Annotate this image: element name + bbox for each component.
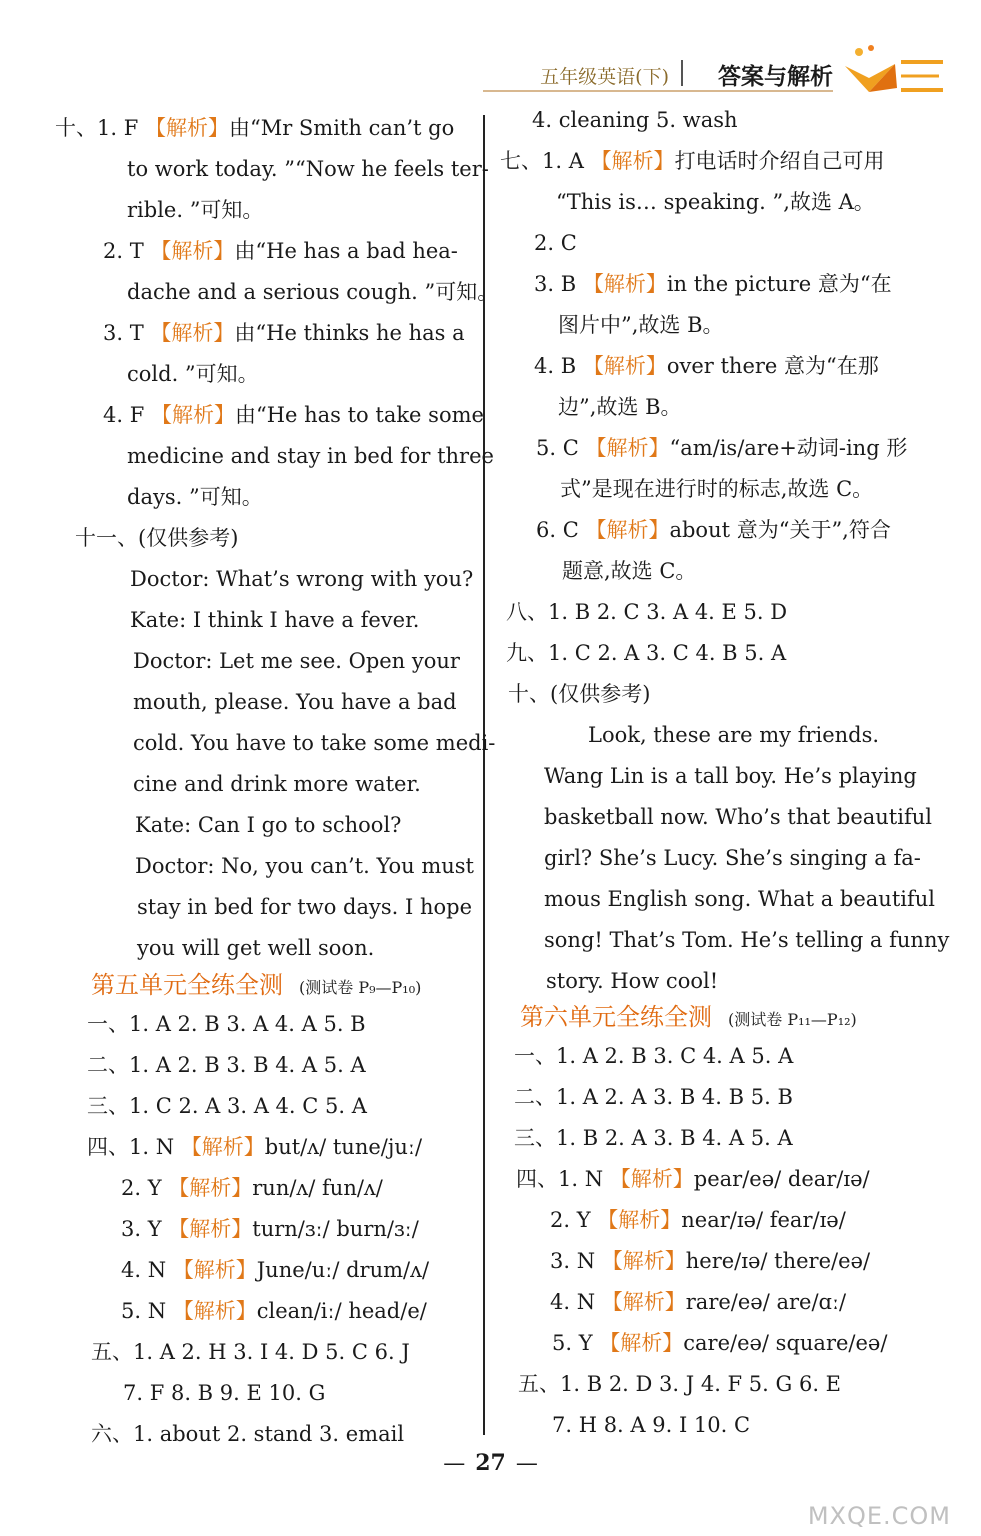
answer-line	[534, 351, 879, 381]
answer-text: 5. N	[121, 1299, 173, 1323]
analysis-text: pear/eə/ dear/ɪə/	[693, 1167, 870, 1191]
analysis-tag: 【解析】	[168, 1217, 253, 1241]
answer-text: story. How cool!	[546, 969, 719, 993]
answer-text: cold. You have to take some medi-	[133, 731, 496, 755]
analysis-text: “am/is/are+动词-ing 形	[669, 436, 908, 460]
answer-text: cold. ”可知。	[127, 362, 259, 386]
answer-line	[552, 1328, 887, 1358]
answer-line	[135, 810, 401, 840]
answer-line	[550, 1246, 870, 1276]
header-separator	[681, 60, 683, 86]
answer-text: 题意,故选 C。	[562, 559, 697, 583]
analysis-tag: 【解析】	[585, 436, 670, 460]
answer-text: 3. N	[550, 1249, 602, 1273]
answer-text: mouth, please. You have a bad	[133, 690, 457, 714]
analysis-tag: 【解析】	[597, 1208, 682, 1232]
answer-line	[121, 1214, 419, 1244]
watermark	[771, 1466, 971, 1532]
answer-text: 4. F	[103, 403, 151, 427]
answer-line	[534, 269, 892, 299]
page-number-value: 27	[475, 1450, 506, 1476]
answer-line	[127, 359, 259, 389]
answer-text: cine and drink more water.	[133, 772, 421, 796]
analysis-text: but/ʌ/ tune/juː/	[264, 1135, 423, 1159]
answer-text: 五、1. B 2. D 3. J 4. F 5. G 6. E	[518, 1372, 842, 1396]
answer-text: 一、1. A 2. B 3. C 4. A 5. A	[514, 1044, 794, 1068]
answer-text: 4. cleaning 5. wash	[532, 108, 738, 132]
answer-text: 5. C	[536, 436, 586, 460]
answer-line	[514, 1041, 793, 1071]
answer-line	[552, 1410, 750, 1440]
answer-text: 十、1. F	[55, 116, 145, 140]
answer-text: Kate: I think I have a fever.	[130, 608, 420, 632]
answer-text: stay in bed for two days. I hope	[137, 895, 473, 919]
answer-text: 三、1. B 2. A 3. B 4. A 5. A	[514, 1126, 793, 1150]
analysis-tag: 【解析】	[168, 1176, 253, 1200]
page-number: — 27 —	[443, 1450, 538, 1476]
answer-line	[133, 769, 421, 799]
answer-line	[103, 400, 484, 430]
analysis-text: 打电话时介绍自己可用	[674, 149, 885, 173]
answer-line	[127, 195, 263, 225]
answer-line	[518, 1369, 841, 1399]
answer-line	[506, 638, 786, 668]
analysis-text: June/uː/ drum/ʌ/	[256, 1258, 430, 1282]
unit-section-title	[91, 965, 421, 1000]
analysis-text: clean/iː/ head/e/	[256, 1299, 427, 1323]
answer-line	[91, 1337, 410, 1367]
analysis-tag: 【解析】	[585, 518, 670, 542]
answer-text: days. ”可知。	[127, 485, 263, 509]
column-divider	[483, 115, 485, 1435]
answer-line	[121, 1296, 427, 1326]
answer-text: Wang Lin is a tall boy. He’s playing	[544, 764, 917, 788]
answer-text: Kate: Can I go to school?	[135, 813, 402, 837]
analysis-text: 由“He has a bad hea-	[234, 239, 458, 263]
analysis-text: 由“He thinks he has a	[234, 321, 465, 345]
answer-text: rible. ”可知。	[127, 198, 264, 222]
unit-section-title	[520, 997, 857, 1032]
answer-text: 5. Y	[552, 1331, 600, 1355]
answer-text: “This is… speaking. ”,故选 A。	[556, 190, 875, 214]
analysis-tag: 【解析】	[172, 1299, 257, 1323]
section-ref: (测试卷 P₉—P₁₀)	[299, 978, 422, 997]
analysis-text: care/eə/ square/eə/	[683, 1331, 888, 1355]
answer-line	[91, 1419, 404, 1449]
watermark-text: MXQE.COM	[807, 1502, 951, 1530]
analysis-tag: 【解析】	[582, 272, 667, 296]
answer-line	[550, 1287, 846, 1317]
answer-text: 2. C	[534, 231, 577, 255]
answer-line	[508, 679, 650, 709]
answer-text: 3. B	[534, 272, 583, 296]
analysis-tag: 【解析】	[172, 1258, 257, 1282]
analysis-text: near/ɪə/ fear/ɪə/	[681, 1208, 846, 1232]
answer-text: 七、1. A	[500, 149, 591, 173]
answer-line	[135, 851, 474, 881]
analysis-text: rare/eə/ are/ɑː/	[685, 1290, 847, 1314]
answer-text: 式”是现在进行时的标志,故选 C。	[560, 477, 874, 501]
analysis-text: 由“Mr Smith can’t go	[228, 116, 455, 140]
answer-text: 五、1. A 2. H 3. I 4. D 5. C 6. J	[91, 1340, 410, 1364]
answer-text: Look, these are my friends.	[588, 723, 880, 747]
answer-line	[75, 523, 238, 553]
answer-line	[55, 113, 454, 143]
answer-line	[544, 761, 917, 791]
answer-text: 边”,故选 B。	[558, 395, 682, 419]
answer-line	[130, 605, 419, 635]
answer-text: to work today. ”“Now he feels ter-	[127, 157, 489, 181]
answer-line	[87, 1091, 367, 1121]
answer-text: 7. F 8. B 9. E 10. G	[123, 1381, 326, 1405]
answer-line	[536, 515, 891, 545]
analysis-tag: 【解析】	[144, 116, 229, 140]
analysis-text: in the picture 意为“在	[666, 272, 892, 296]
answer-line	[123, 1378, 325, 1408]
header-rule	[483, 90, 833, 92]
answer-line	[137, 933, 374, 963]
answer-line	[536, 433, 907, 463]
answer-line	[127, 482, 263, 512]
page-header	[481, 50, 951, 100]
answer-line	[127, 277, 498, 307]
answer-line	[87, 1132, 422, 1162]
answer-text: 一、1. A 2. B 3. A 4. A 5. B	[87, 1012, 366, 1036]
answer-text: 6. C	[536, 518, 586, 542]
answer-text: you will get well soon.	[137, 936, 375, 960]
answer-text: basketball now. Who’s that beautiful	[544, 805, 932, 829]
answer-text: girl? She’s Lucy. She’s singing a fa-	[544, 846, 921, 870]
answer-line	[130, 564, 473, 594]
analysis-text: about 意为“关于”,符合	[669, 518, 891, 542]
answer-line	[121, 1255, 429, 1285]
section-title-text: 第五单元全练全测	[91, 971, 283, 999]
answer-line	[544, 843, 921, 873]
analysis-tag: 【解析】	[150, 403, 235, 427]
answer-line	[127, 154, 489, 184]
answer-line	[87, 1050, 366, 1080]
answer-line	[544, 802, 932, 832]
answer-text: 十一、(仅供参考)	[75, 526, 239, 550]
analysis-text: run/ʌ/ fun/ʌ/	[252, 1176, 383, 1200]
answer-line	[133, 646, 460, 676]
section-ref: (测试卷 P₁₁—P₁₂)	[728, 1010, 857, 1029]
answer-line	[500, 146, 885, 176]
section-title-text: 第六单元全练全测	[520, 1003, 712, 1031]
book-logo-icon	[839, 44, 951, 100]
answer-text: 4. N	[550, 1290, 602, 1314]
analysis-tag: 【解析】	[180, 1135, 265, 1159]
analysis-text: over there 意为“在那	[666, 354, 879, 378]
answer-line	[550, 1205, 846, 1235]
answer-line	[562, 556, 696, 586]
answer-line	[558, 310, 724, 340]
answer-line	[588, 720, 879, 750]
answer-text: 图片中”,故选 B。	[558, 313, 724, 337]
answer-text: 4. N	[121, 1258, 173, 1282]
answer-text: 7. H 8. A 9. I 10. C	[552, 1413, 751, 1437]
header-grade: 五年级英语(下)	[540, 66, 669, 88]
answer-text: 十、(仅供参考)	[508, 682, 651, 706]
answer-line	[127, 441, 494, 471]
answer-text: 四、1. N	[87, 1135, 181, 1159]
answer-text: song! That’s Tom. He’s telling a funny	[544, 928, 950, 952]
answer-text: Doctor: Let me see. Open your	[133, 649, 460, 673]
answer-line	[103, 236, 458, 266]
analysis-tag: 【解析】	[599, 1331, 684, 1355]
answer-text: 六、1. about 2. stand 3. email	[91, 1422, 405, 1446]
answer-line	[133, 687, 457, 717]
analysis-text: here/ɪə/ there/eə/	[685, 1249, 871, 1273]
answer-line	[544, 884, 935, 914]
answer-text: mous English song. What a beautiful	[544, 887, 936, 911]
answer-line	[514, 1082, 793, 1112]
answer-line	[558, 392, 682, 422]
analysis-text: turn/ɜː/ burn/ɜː/	[252, 1217, 419, 1241]
analysis-tag: 【解析】	[150, 321, 235, 345]
answer-line	[133, 728, 495, 758]
answer-text: 3. T	[103, 321, 151, 345]
answer-line	[560, 474, 873, 504]
answer-text: 八、1. B 2. C 3. A 4. E 5. D	[506, 600, 788, 624]
answer-line	[544, 925, 949, 955]
answer-text: 二、1. A 2. B 3. B 4. A 5. A	[87, 1053, 366, 1077]
header-book-title: 答案与解析	[718, 63, 833, 90]
answer-text: 2. T	[103, 239, 151, 263]
answer-text: 四、1. N	[516, 1167, 610, 1191]
answer-line	[103, 318, 465, 348]
answer-line	[516, 1164, 870, 1194]
answer-text: Doctor: No, you can’t. You must	[135, 854, 474, 878]
answer-text: Doctor: What’s wrong with you?	[130, 567, 474, 591]
answer-text: 2. Y	[550, 1208, 598, 1232]
answer-text: 三、1. C 2. A 3. A 4. C 5. A	[87, 1094, 367, 1118]
answer-text: 二、1. A 2. A 3. B 4. B 5. B	[514, 1085, 793, 1109]
answer-text: 2. Y	[121, 1176, 169, 1200]
answer-text: 4. B	[534, 354, 583, 378]
analysis-tag: 【解析】	[609, 1167, 694, 1191]
answer-text: dache and a serious cough. ”可知。	[127, 280, 499, 304]
answer-text: 3. Y	[121, 1217, 169, 1241]
analysis-tag: 【解析】	[601, 1290, 686, 1314]
answer-line	[506, 597, 787, 627]
answer-line	[514, 1123, 793, 1153]
answer-line	[534, 228, 577, 258]
analysis-tag: 【解析】	[590, 149, 675, 173]
answer-line	[546, 966, 718, 996]
answer-line	[137, 892, 472, 922]
answer-text: 九、1. C 2. A 3. C 4. B 5. A	[506, 641, 787, 665]
answer-line	[87, 1009, 366, 1039]
analysis-tag: 【解析】	[582, 354, 667, 378]
answer-line	[121, 1173, 383, 1203]
answer-line	[556, 187, 875, 217]
answer-text: medicine and stay in bed for three	[127, 444, 494, 468]
answer-line	[532, 105, 738, 135]
analysis-text: 由“He has to take some	[234, 403, 484, 427]
analysis-tag: 【解析】	[601, 1249, 686, 1273]
analysis-tag: 【解析】	[150, 239, 235, 263]
